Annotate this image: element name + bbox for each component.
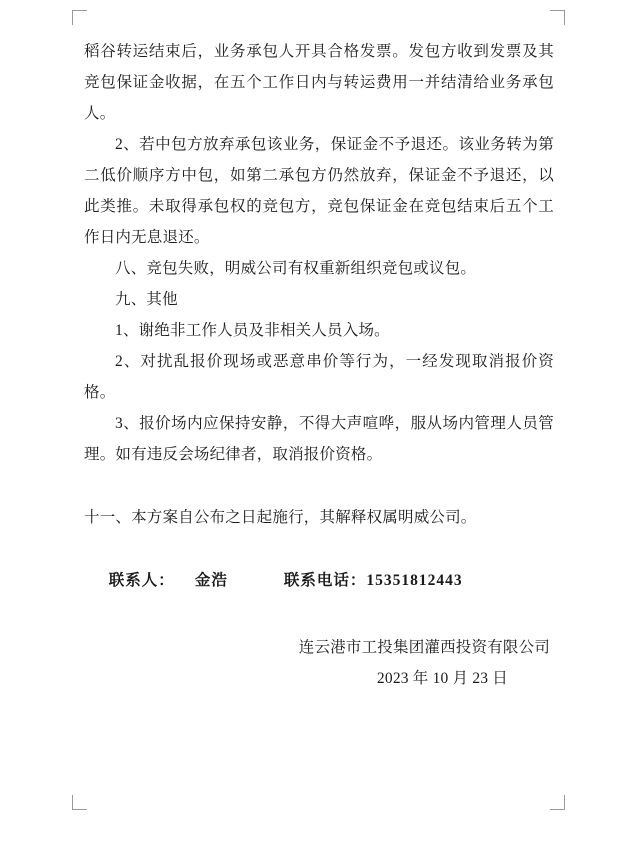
- paragraph-item-9-other: 九、其他: [115, 291, 178, 308]
- contact-person-name: 金浩: [194, 572, 228, 589]
- paragraph-item-8-fail: 八、竞包失败，明威公司有权重新组织竞包或议包。: [115, 260, 477, 277]
- contact-line: [84, 565, 554, 596]
- paragraph-spacer: [84, 470, 554, 502]
- contact-spacer: [84, 533, 554, 565]
- signature-company: 连云港市工投集团灌西投资有限公司: [298, 639, 550, 656]
- signature-date: 2023 年 10 月 23 日: [376, 670, 508, 687]
- document-body: [84, 36, 554, 694]
- paragraph-other-2: 2、对扰乱报价现场或恶意串价等行为，一经发现取消报价资格。: [84, 353, 554, 401]
- contact-person-label: 联系人：: [108, 572, 175, 589]
- paragraph-other-1: 1、谢绝非工作人员及非相关人员入场。: [115, 322, 390, 339]
- signature-block: [84, 632, 554, 694]
- paragraph-rice-transfer: 稻谷转运结束后，业务承包人开具合格发票。发包方收到发票及其竞包保证金收据，在五个工作日内与转运费用一并结清给业务承包人。: [84, 43, 554, 122]
- crop-mark-top-right: [550, 10, 565, 25]
- contact-phone-label: 联系电话：: [283, 572, 367, 589]
- crop-mark-top-left: [72, 10, 87, 25]
- crop-mark-bottom-right: [550, 795, 565, 810]
- paragraph-other-3: 3、报价场内应保持安静，不得大声喧哗，服从场内管理人员管理。如有违反会场纪律者，取消报价资格。: [84, 415, 554, 463]
- paragraph-item-2-deposit: 2、若中包方放弃承包该业务，保证金不予退还。该业务转为第二低价顺序方中包，如第二承包方仍然放弃，保证金不予退还，以此类推。未取得承包权的竞包方，竞包保证金在竞包结束后五个工作日内无息退还。: [84, 136, 554, 246]
- crop-mark-bottom-left: [72, 795, 87, 810]
- contact-phone-number: 15351812443: [366, 572, 463, 589]
- paragraph-item-11-effect: 十一、本方案自公布之日起施行，其解释权属明威公司。: [84, 509, 477, 526]
